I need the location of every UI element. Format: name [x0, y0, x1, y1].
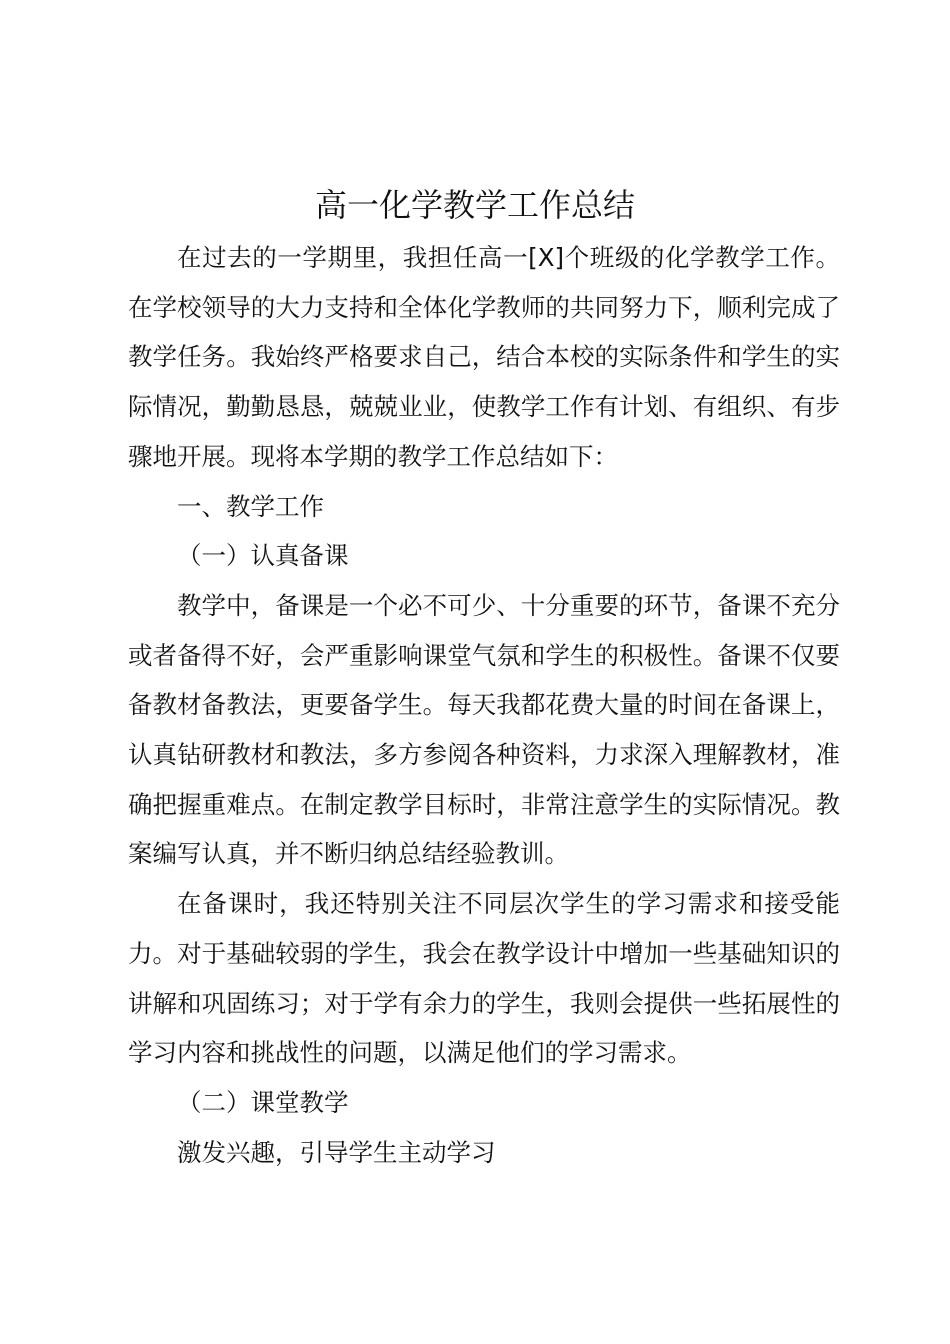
section-heading-teaching-work: 一、教学工作	[177, 491, 324, 521]
document-body	[128, 233, 840, 1177]
subsection-heading-classroom-teaching: （二）课堂教学	[177, 1087, 349, 1117]
paragraph-lesson-prep: 教学中，备课是一个必不可少、十分重要的环节，备课不充分或者备得不好，会严重影响课堂气氛和学生的积极性。备课不仅要备教材备教法，更要备学生。每天我都花费大量的时间在备课上，认真钻研教材和教法，多方参阅各种资料，力求深入理解教材，准确把握重难点。在制定教学目标时，非常注意学生的实际情况。教案编写认真，并不断归纳总结经验教训。	[128, 590, 840, 869]
subsection-heading-lesson-prep: （一）认真备课	[177, 541, 349, 571]
paragraph-motivate-interest: 激发兴趣，引导学生主动学习	[177, 1137, 496, 1167]
paragraph-student-levels: 在备课时，我还特别关注不同层次学生的学习需求和接受能力。对于基础较弱的学生，我会在教学设计中增加一些基础知识的讲解和巩固练习；对于学有余力的学生，我则会提供一些拓展性的学习内容和挑战性的问题，以满足他们的学习需求。	[128, 889, 840, 1068]
paragraph-intro: 在过去的一学期里，我担任高一[X]个班级的化学教学工作。在学校领导的大力支持和全体化学教师的共同努力下，顺利完成了教学任务。我始终严格要求自己，结合本校的实际条件和学生的实际情况，勤勤恳恳，兢兢业业，使教学工作有计划、有组织、有步骤地开展。现将本学期的教学工作总结如下：	[128, 243, 840, 471]
document-title: 高一化学教学工作总结	[314, 186, 635, 224]
